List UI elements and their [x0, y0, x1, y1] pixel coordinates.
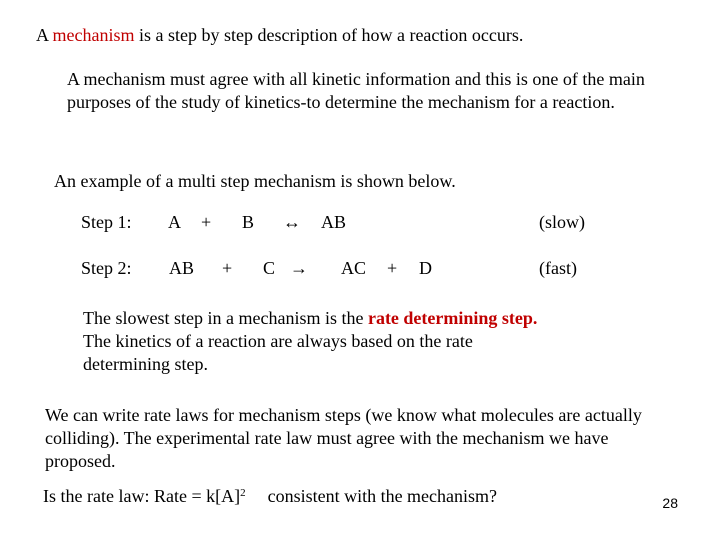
- slide-number: 28: [662, 495, 678, 511]
- rate-step-line-3: determining step.: [83, 354, 208, 374]
- rate-step-prefix: The slowest step in a mechanism is the: [83, 308, 368, 328]
- step-speed: (fast): [539, 258, 577, 278]
- step-label: Step 2:: [81, 258, 132, 278]
- question-suffix: consistent with the mechanism?: [267, 486, 498, 506]
- question-prefix: Is the rate law: Rate = k[A]: [43, 486, 241, 506]
- purpose-paragraph: A mechanism must agree with all kinetic information and this is one of the main purposes of the study of kinetics-to determine the mechanism for a reaction.: [67, 69, 645, 112]
- step-reactant-1: AB: [169, 258, 195, 278]
- rate-step-line-2: The kinetics of a reaction are always based on the rate: [83, 331, 473, 351]
- step-plus: +: [201, 212, 212, 232]
- step-product-1: AB: [321, 212, 347, 232]
- heading-rest: is a step by step description of how a reaction occurs.: [134, 25, 524, 45]
- mechanism-term: mechanism: [52, 25, 135, 45]
- right-arrow-icon: →: [290, 258, 308, 278]
- step-reactant-1: A: [168, 212, 181, 232]
- step-plus-2: +: [387, 258, 398, 278]
- step-product-1: AC: [341, 258, 367, 278]
- equilibrium-arrow-icon: ↔: [283, 212, 301, 232]
- question-exponent: 2: [240, 487, 246, 499]
- step-product-2: D: [419, 258, 432, 278]
- step-label: Step 1:: [81, 212, 132, 232]
- example-intro: An example of a multi step mechanism is shown below.: [54, 171, 456, 191]
- heading: [36, 24, 523, 47]
- rate-laws-paragraph: We can write rate laws for mechanism steps (we know what molecules are actually colliding). The experimental rate law must agree with the mechanism we have proposed.: [45, 405, 642, 471]
- rate-determining-step-term: rate determining step.: [367, 308, 538, 328]
- step-reactant-2: B: [242, 212, 255, 232]
- rate-step-line-1: [83, 307, 537, 330]
- heading-prefix: A: [36, 25, 53, 45]
- step-reactant-2: C: [263, 258, 276, 278]
- step-plus: +: [222, 258, 233, 278]
- rate-law-question: [43, 485, 497, 508]
- step-speed: (slow): [539, 212, 585, 232]
